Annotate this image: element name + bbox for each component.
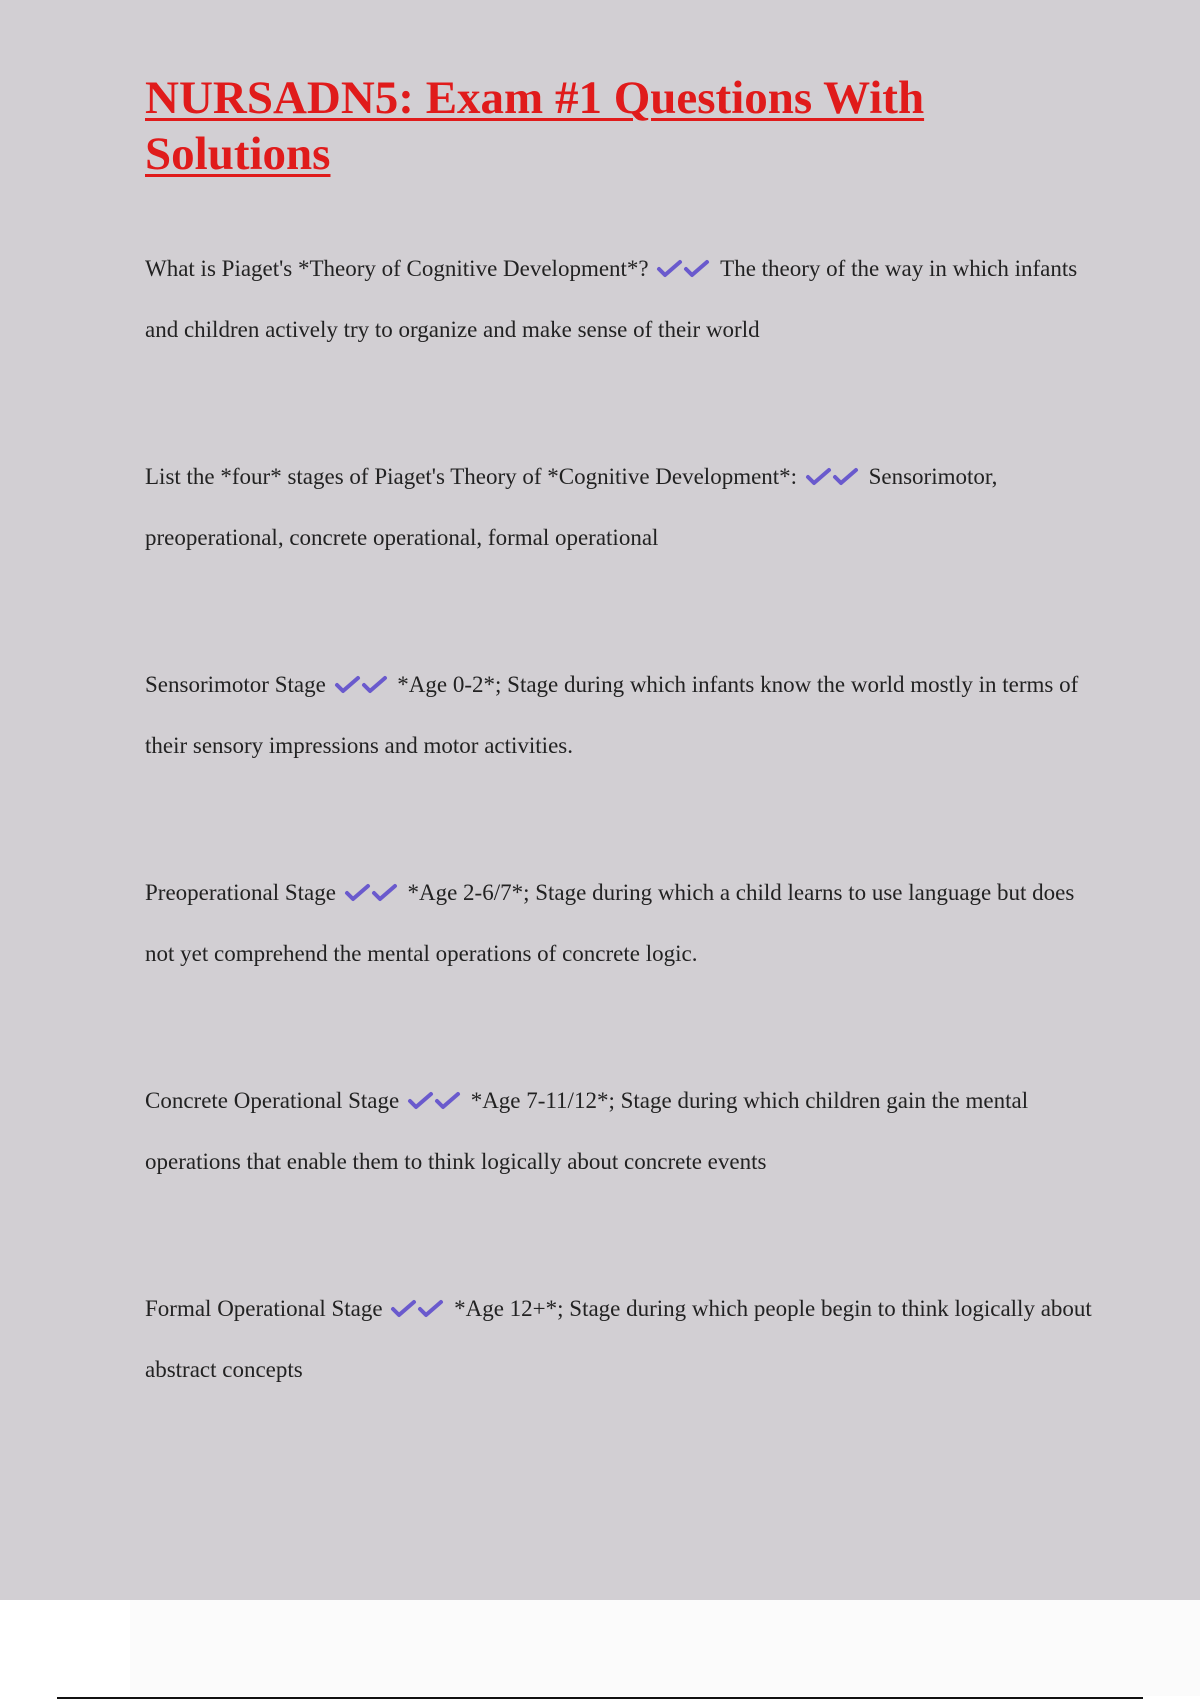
qa-item [145, 238, 1095, 360]
footer-band [130, 1600, 1200, 1696]
double-check-icon [805, 464, 865, 489]
qa-list [145, 238, 1095, 1400]
answer-text: *Age 2-6/7*; Stage during which a child learns to use language but does not yet comprehend the mental operations of concrete logic. [145, 880, 1075, 966]
question-text: What is Piaget's *Theory of Cognitive Development*? [145, 256, 649, 281]
question-text: Preoperational Stage [145, 880, 336, 905]
page-title: NURSADN5: Exam #1 Questions With Solutions [145, 72, 925, 180]
double-check-icon [656, 256, 716, 281]
qa-item [145, 446, 1095, 568]
double-check-icon [334, 672, 394, 697]
footer-divider [57, 1697, 1143, 1699]
answer-text: *Age 0-2*; Stage during which infants know the world mostly in terms of their sensory impressions and motor activities. [145, 672, 1079, 758]
question-text: Sensorimotor Stage [145, 672, 326, 697]
double-check-icon [344, 880, 404, 905]
document-content [145, 70, 1095, 1400]
qa-item [145, 654, 1095, 776]
qa-item [145, 862, 1095, 984]
question-text: Concrete Operational Stage [145, 1088, 400, 1113]
question-text: List the *four* stages of Piaget's Theory of *Cognitive Development*: [145, 464, 798, 489]
double-check-icon [407, 1088, 467, 1113]
question-text: Formal Operational Stage [145, 1296, 383, 1321]
answer-text: *Age 7-11/12*; Stage during which children gain the mental operations that enable them to think logically about concrete events [145, 1088, 1029, 1174]
answer-text: The theory of the way in which infants and children actively try to organize and make sense of their world [145, 256, 1078, 342]
qa-item [145, 1070, 1095, 1192]
double-check-icon [390, 1296, 450, 1321]
qa-item [145, 1278, 1095, 1400]
answer-text: Sensorimotor, preoperational, concrete operational, formal operational [145, 464, 998, 550]
answer-text: *Age 12+*; Stage during which people begin to think logically about abstract concepts [145, 1296, 1092, 1382]
